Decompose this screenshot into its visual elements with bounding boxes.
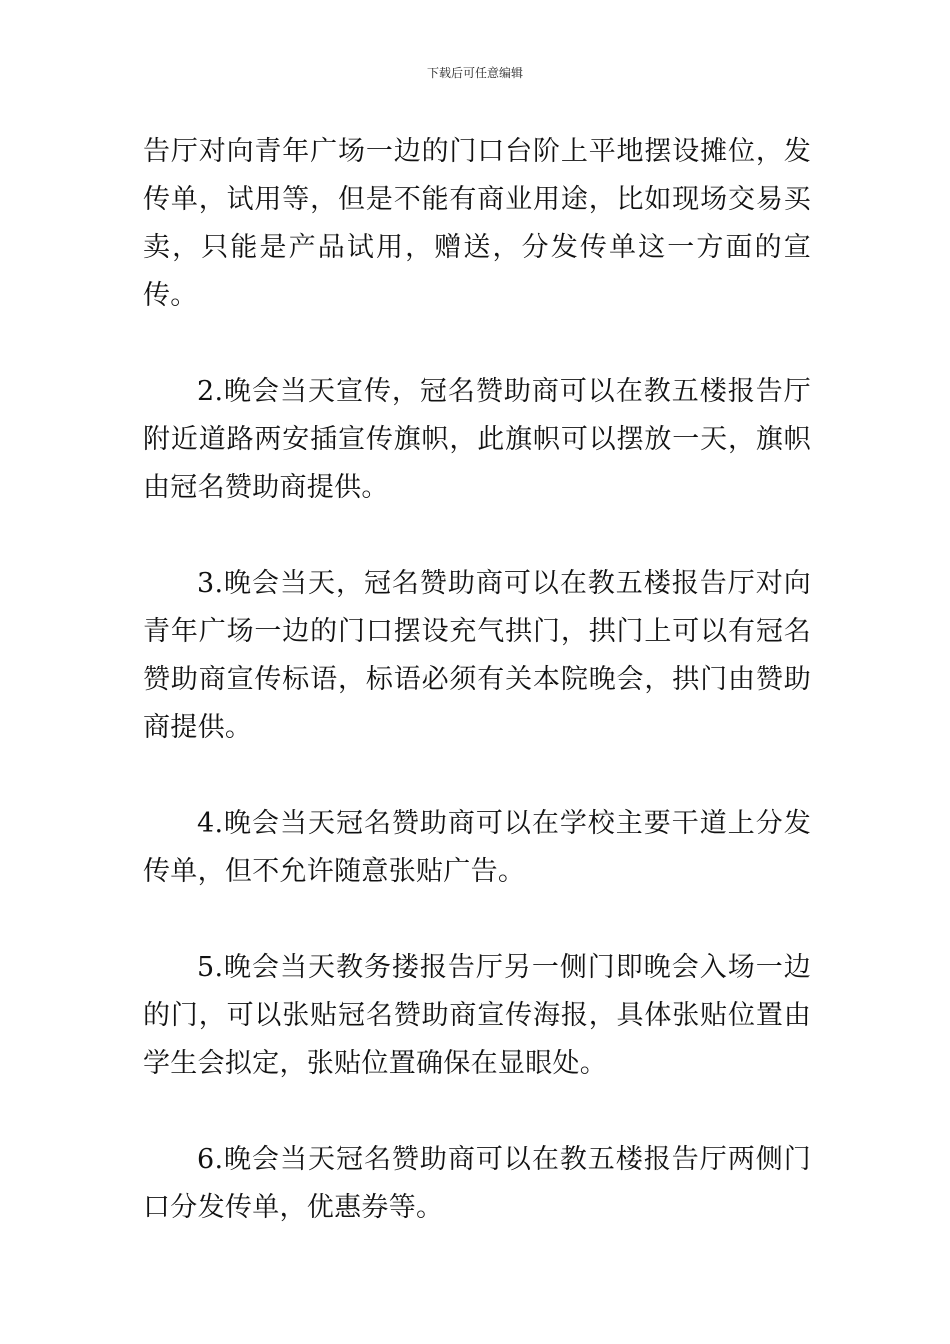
document-body — [143, 128, 811, 1232]
paragraph-item-5: 5.晚会当天教务搂报告厅另一侧门即晚会入场一边的门，可以张贴冠名赞助商宣传海报，具体张贴位置由学生会拟定，张贴位置确保在显眼处。 — [143, 952, 811, 1079]
paragraph-item-3: 3.晚会当天，冠名赞助商可以在教五楼报告厅对向青年广场一边的门口摆设充气拱门，拱门上可以有冠名赞助商宣传标语，标语必须有关本院晚会，拱门由赞助商提供。 — [143, 568, 811, 743]
paragraph-continuation: 告厅对向青年广场一边的门口台阶上平地摆设摊位，发传单，试用等，但是不能有商业用途，比如现场交易买卖，只能是产品试用，赠送，分发传单这一方面的宣传。 — [143, 136, 811, 311]
paragraph-item-2: 2.晚会当天宣传，冠名赞助商可以在教五楼报告厅附近道路两安插宣传旗帜，此旗帜可以摆放一天，旗帜由冠名赞助商提供。 — [143, 376, 811, 503]
page-header-note: 下载后可任意编辑 — [426, 66, 523, 80]
paragraph-item-4: 4.晚会当天冠名赞助商可以在学校主要干道上分发传单，但不允许随意张贴广告。 — [143, 808, 811, 887]
paragraph-item-6: 6.晚会当天冠名赞助商可以在教五楼报告厅两侧门口分发传单，优惠券等。 — [143, 1144, 811, 1223]
